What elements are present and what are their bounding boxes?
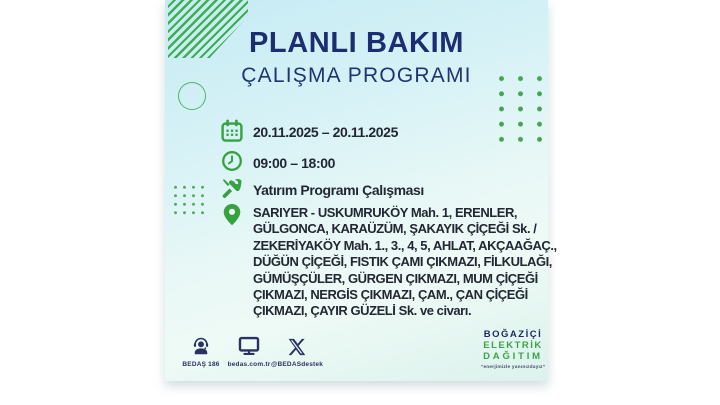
tools-icon bbox=[220, 176, 243, 199]
date-range: 20.11.2025 – 20.11.2025 bbox=[253, 124, 398, 140]
location-line: GÜLGONCA, KARAÜZÜM, ŞAKAYIK ÇİÇEĞİ Sk. / bbox=[253, 221, 537, 237]
monitor-icon bbox=[237, 334, 261, 357]
contact-website bbox=[226, 334, 272, 368]
brand-tagline: “enerjimizle yanınızdayız” bbox=[480, 364, 546, 370]
page-title bbox=[165, 29, 548, 86]
support-agent-icon bbox=[190, 334, 212, 357]
dot-grid-decoration-left bbox=[171, 183, 207, 217]
location-line: ÇIKMAZI, ÇAYIR GÜZELİ Sk. ve civarı. bbox=[253, 303, 472, 319]
clock-icon bbox=[221, 150, 243, 172]
time-range: 09:00 – 18:00 bbox=[253, 155, 335, 171]
location-line: ÇIKMAZI, NERGİS ÇIKMAZI, ÇAM., ÇAN ÇİÇEĞİ bbox=[253, 287, 528, 303]
affected-area-text bbox=[253, 205, 557, 320]
circle-outline-decoration bbox=[178, 82, 206, 110]
location-line: GÜMÜŞÇÜLER, GÜRGEN ÇIKMAZI, MUM ÇİÇEĞİ bbox=[253, 270, 538, 286]
contact-x-account bbox=[270, 334, 324, 368]
contact-phone-label: BEDAŞ 186 bbox=[182, 361, 220, 368]
title-line2: ÇALIŞMA PROGRAMI bbox=[241, 64, 472, 87]
x-logo-icon bbox=[287, 334, 307, 357]
brand-line1: BOĞAZİÇİ bbox=[483, 329, 543, 340]
bogazici-elektrik-dagitim-logo bbox=[479, 329, 547, 370]
title-line1: PLANLI BAKIM bbox=[248, 27, 464, 59]
contact-phone bbox=[178, 334, 224, 368]
brand-line3: DAĞITIM bbox=[483, 351, 543, 363]
contact-bar bbox=[178, 334, 324, 368]
contact-website-label: bedas.com.tr bbox=[227, 361, 271, 368]
location-line: ZEKERİYAKÖY Mah. 1., 3., 4, 5, AHLAT, AKÇAAĞAÇ., bbox=[253, 237, 557, 253]
contact-x-label: @BEDASdestek bbox=[270, 361, 324, 368]
location-pin-icon bbox=[223, 203, 241, 227]
calendar-icon bbox=[220, 119, 244, 143]
work-type: Yatırım Programı Çalışması bbox=[253, 182, 424, 198]
location-line: DÜĞÜN ÇİÇEĞİ, FISTIK ÇAMI ÇIKMAZI, FİLKULAĞI, bbox=[253, 254, 552, 270]
brand-line2: ELEKTRİK bbox=[483, 340, 543, 352]
location-line: SARIYER - USKUMRUKÖY Mah. 1, ERENLER, bbox=[253, 205, 518, 220]
poster-card bbox=[165, 0, 557, 381]
